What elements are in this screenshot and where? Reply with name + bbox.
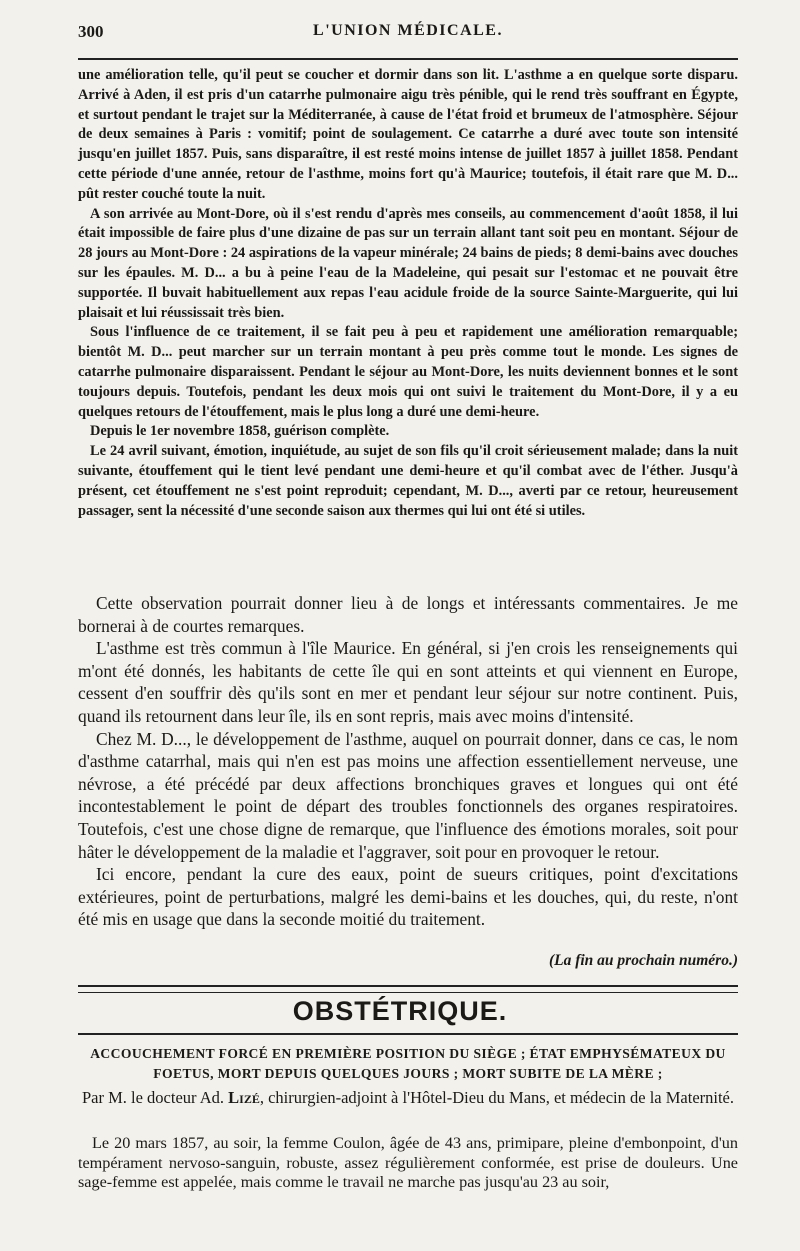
continuation-note: (La fin au prochain numéro.) [548, 952, 738, 969]
section-title-rule [78, 1033, 738, 1035]
article-body [78, 1134, 738, 1193]
commentary-paragraph: L'asthme est très commun à l'île Maurice. En général, si j'en crois les renseignements qui m'ont été donnés, les habitants de cette île qui en sont atteints et qui viennent en Europe, cessent d'en souffrir dès qu'ils sont en mer et pendant leur séjour sur notre continent. Puis, quand ils retournent dans leur île, ils en sont repris, mais avec moins d'intensité. [78, 638, 738, 726]
article-title-line: FOETUS, MORT DEPUIS QUELQUES JOURS ; MORT SUBITE DE LA MÈRE ; [153, 1066, 663, 1081]
commentary-paragraph: Chez M. D..., le développement de l'asthme, auquel on pourrait donner, dans ce cas, le nom d'asthme catarrhal, mais qui n'en est pas moins une affection essentiellement nerveuse, une névrose, a été précédé par deux affections bronchiques graves et longues qui ont été incontestablement le point de départ des troubles fonctionnels des organes respiratoires. Toutefois, c'est une chose digne de remarque, que l'influence des émotions morales, soit pour hâter le développement de la maladie et l'aggraver, soit pour en provoquer le retour. [78, 728, 738, 862]
byline-author: Lizé [228, 1088, 260, 1107]
commentary-paragraph: Ici encore, pendant la cure des eaux, point de sueurs critiques, point d'excitations extérieures, point de perturbations, malgré les demi-bains et les douches, qui, du reste, n'ont été mis en usage que dans la seconde moitié du traitement. [78, 864, 738, 930]
page-header [78, 22, 738, 48]
commentary-section [78, 592, 738, 931]
article-title-line: ACCOUCHEMENT FORCÉ EN PREMIÈRE POSITION DU SIÈGE ; ÉTAT EMPHYSÉMATEUX DU [90, 1046, 726, 1061]
commentary-paragraph: Cette observation pourrait donner lieu à de longs et intéressants commentaires. Je me bornerai à de courtes remarques. [78, 593, 738, 636]
header-rule [78, 58, 738, 60]
observation-paragraph: une amélioration telle, qu'il peut se coucher et dormir dans son lit. L'asthme a en quelque sorte disparu. Arrivé à Aden, il est pris d'un catarrhe pulmonaire aigu très pénible, qui le rend très souffrant en Égypte, et surtout pendant le trajet sur la Méditerranée, à cause de l'état froid et brumeux de l'atmosphère. Séjour de deux semaines à Paris : vomitif; point de soulagement. Ce catarrhe a duré avec toute son intensité jusqu'en juillet 1857. Puis, sans disparaître, il est resté moins intense de juillet 1857 à juillet 1858. Pendant cette période d'une année, retour de l'asthme, moins fort qu'à Maurice; toutefois, il était rare que M. D... pût rester couché toute la nuit. [78, 67, 738, 202]
section-divider [78, 985, 738, 993]
running-title: L'UNION MÉDICALE. [313, 22, 503, 39]
article-paragraph: Le 20 mars 1857, au soir, la femme Coulon, âgée de 43 ans, primipare, pleine d'embonpoint, d'un tempérament nervoso-sanguin, robuste, assez régulièrement conformée, est prise de douleurs. Une sage-femme est appelée, mais comme le travail ne marche pas jusqu'au 23 au soir, [78, 1134, 738, 1192]
section-title: OBSTÉTRIQUE. [292, 996, 508, 1026]
observation-paragraph: A son arrivée au Mont-Dore, où il s'est rendu d'après mes conseils, au commencement d'août 1858, il lui était impossible de faire plus d'une dizaine de pas sur un terrain allant tant soit peu en montant. Séjour de 28 jours au Mont-Dore : 24 aspirations de la vapeur minérale; 24 bains de pieds; 8 demi-bains avec douches sur les épaules. M. D... a bu à peine l'eau de la Madeleine, qui pesait sur l'estomac et ne pouvait être supportée. Il buvait habituellement aux repas l'eau acidule froide de la source Sainte-Marguerite, qui lui plaisait et lui réussissait très bien. [78, 205, 738, 321]
observation-paragraph: Depuis le 1er novembre 1858, guérison complète. [90, 423, 390, 440]
article-title [78, 1044, 738, 1084]
byline-prefix: Par M. le docteur Ad. [81, 1088, 225, 1107]
article-byline [78, 1088, 738, 1109]
byline-affiliation: , chirurgien-adjoint à l'Hôtel-Dieu du Mans, et médecin de la Maternité. [259, 1088, 735, 1107]
observation-section [78, 66, 738, 521]
observation-paragraph: Le 24 avril suivant, émotion, inquiétude, au sujet de son fils qu'il croit sérieusement malade; dans la nuit suivante, étouffement qui le tient levé pendant une demi-heure et qu'il combat avec de l'éther. Jusqu'à présent, cet étouffement ne s'est point reproduit; cependant, M. D..., averti par ce retour, heureusement passager, sent la nécessité d'une seconde saison aux thermes qui lui ont été si utiles. [78, 443, 738, 519]
page-number: 300 [78, 22, 104, 41]
observation-paragraph: Sous l'influence de ce traitement, il se fait peu à peu et rapidement une amélioration remarquable; bientôt M. D... peut marcher sur un terrain montant à peu près comme tout le monde. Les signes de catarrhe pulmonaire disparaissent. Pendant le séjour au Mont-Dore, les nuits deviennent bonnes et le sont toujours depuis. Toutefois, pendant les deux mois qui ont suivi le traitement du Mont-Dore, il y a eu quelques retours de l'étouffement, mais le plus long a duré une demi-heure. [78, 324, 738, 420]
